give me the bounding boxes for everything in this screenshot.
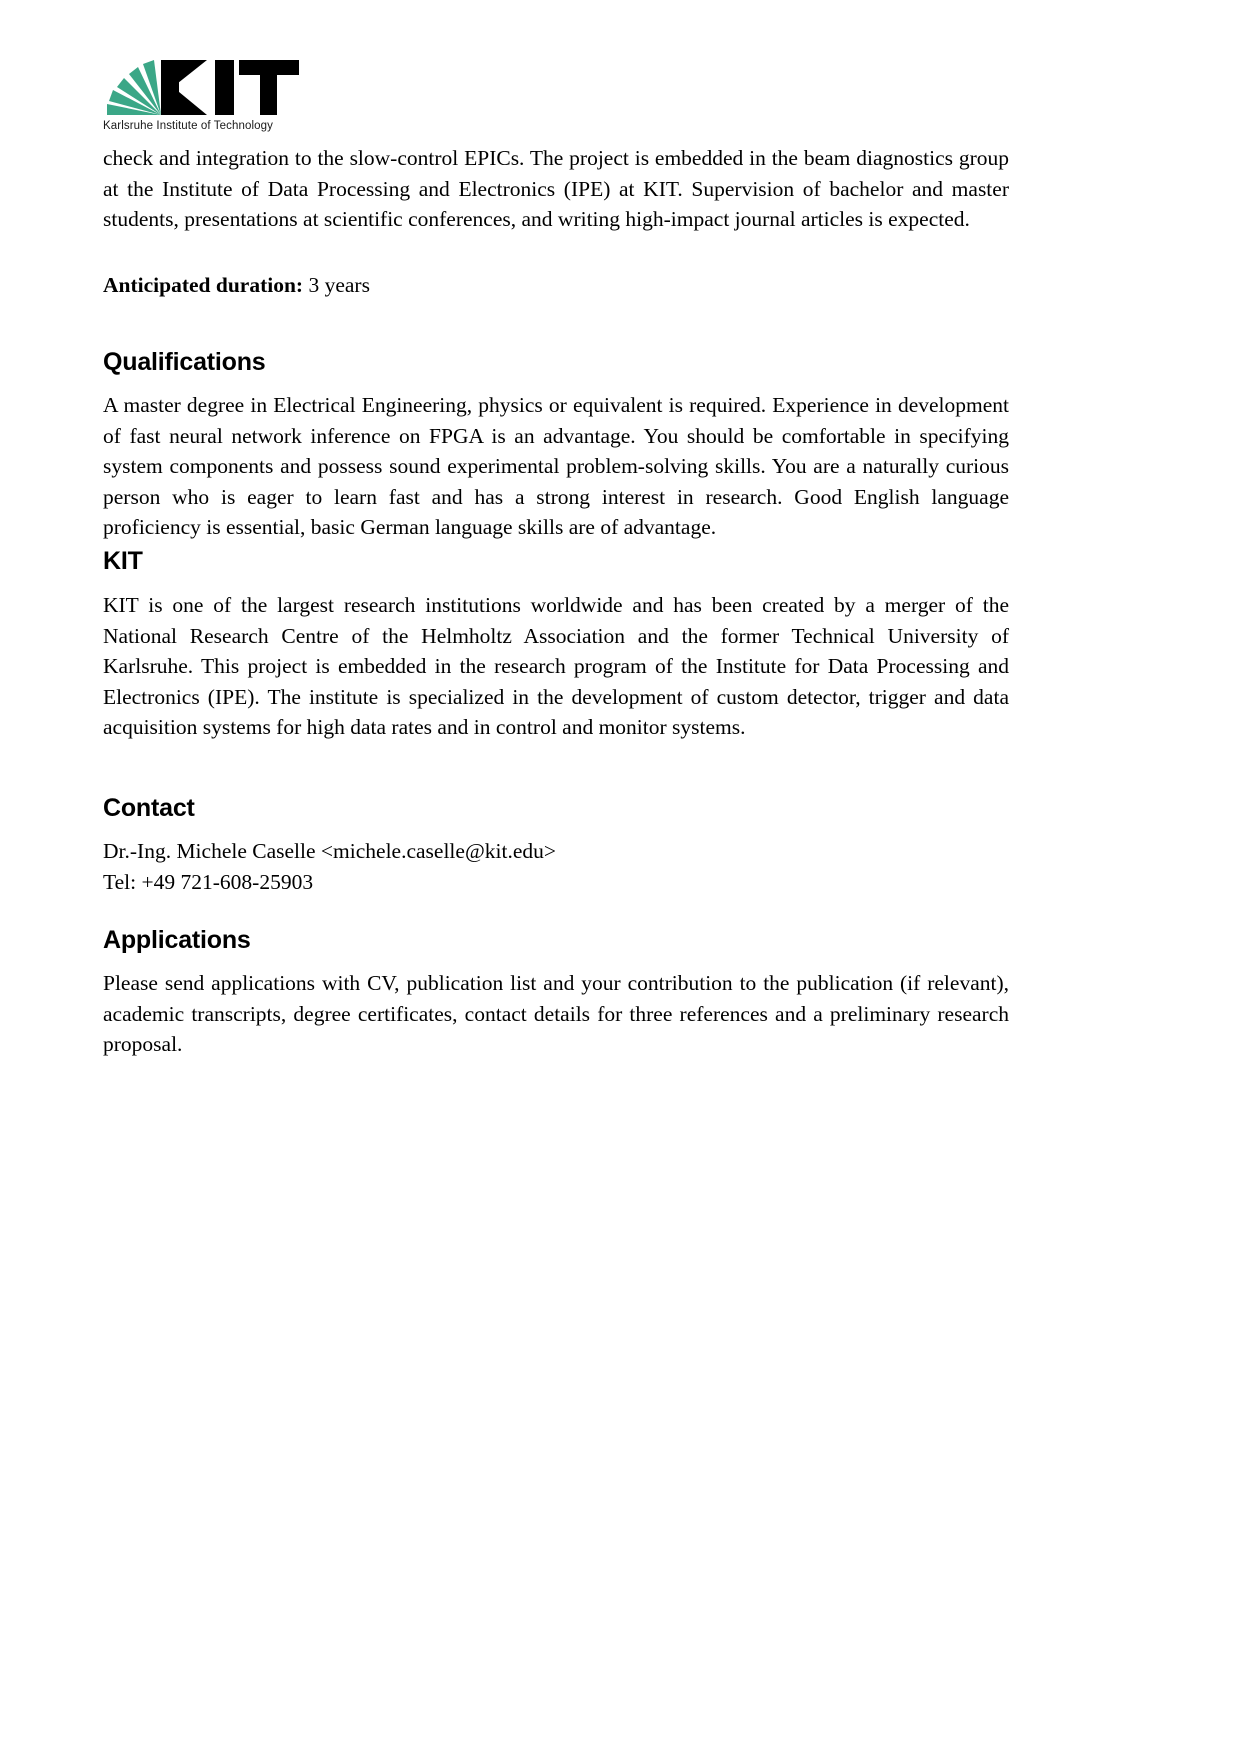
anticipated-duration-line: [103, 270, 1009, 301]
duration-label: Anticipated duration:: [103, 273, 304, 297]
kit-paragraph: KIT is one of the largest research institutions worldwide and has been created by a merger of the National Research Centre of the Helmholtz Association and the former Technical University of Karlsruhe. This project is embedded in the research program of the Institute for Data Processing and Electronics (IPE). The institute is specialized in the development of custom detector, trigger and data acquisition systems for high data rates and in control and monitor systems.: [103, 593, 1009, 739]
contact-telephone: Tel: +49 721-608-25903: [103, 869, 314, 894]
intro-section: [103, 143, 1009, 235]
applications-heading: Applications: [103, 926, 251, 954]
kit-logo: [103, 57, 353, 137]
contact-name-email: Dr.-Ing. Michele Caselle <michele.caselle@kit.edu>: [103, 839, 556, 863]
duration-paragraph: [103, 270, 1009, 301]
qualifications-paragraph: A master degree in Electrical Engineering, physics or equivalent is required. Experience in development of fast neural network inference on FPGA is an advantage. You should be comfortable in specifying system components and possess sound experimental problem-solving skills. You are a naturally curious person who is eager to learn fast and has a strong interest in research. Good English language proficiency is essential, basic German language skills are of advantage.: [103, 393, 1009, 539]
kit-logo-tagline: Karlsruhe Institute of Technology: [103, 120, 273, 132]
contact-section: [103, 836, 1009, 897]
duration-value: 3 years: [308, 273, 370, 297]
intro-paragraph: check and integration to the slow-control EPICs. The project is embedded in the beam diagnostics group at the Institute of Data Processing and Electronics (IPE) at KIT. Supervision of bachelor and master students, presentations at scientific conferences, and writing high-impact journal articles is expected.: [103, 146, 1009, 231]
kit-logo-icon: [103, 57, 353, 119]
applications-paragraph: Please send applications with CV, publication list and your contribution to the publication (if relevant), academic transcripts, degree certificates, contact details for three references and a preliminary research proposal.: [103, 971, 1009, 1056]
kit-heading-wrap: [103, 546, 1009, 576]
contact-heading-wrap: [103, 793, 1009, 823]
applications-heading-wrap: [103, 925, 1009, 955]
qualifications-section: [103, 390, 1009, 543]
contact-heading: Contact: [103, 794, 195, 822]
kit-heading: KIT: [103, 547, 143, 575]
qualifications-heading-wrap: [103, 347, 1009, 377]
kit-section: [103, 590, 1009, 743]
qualifications-heading: Qualifications: [103, 348, 266, 376]
applications-section: [103, 968, 1009, 1060]
